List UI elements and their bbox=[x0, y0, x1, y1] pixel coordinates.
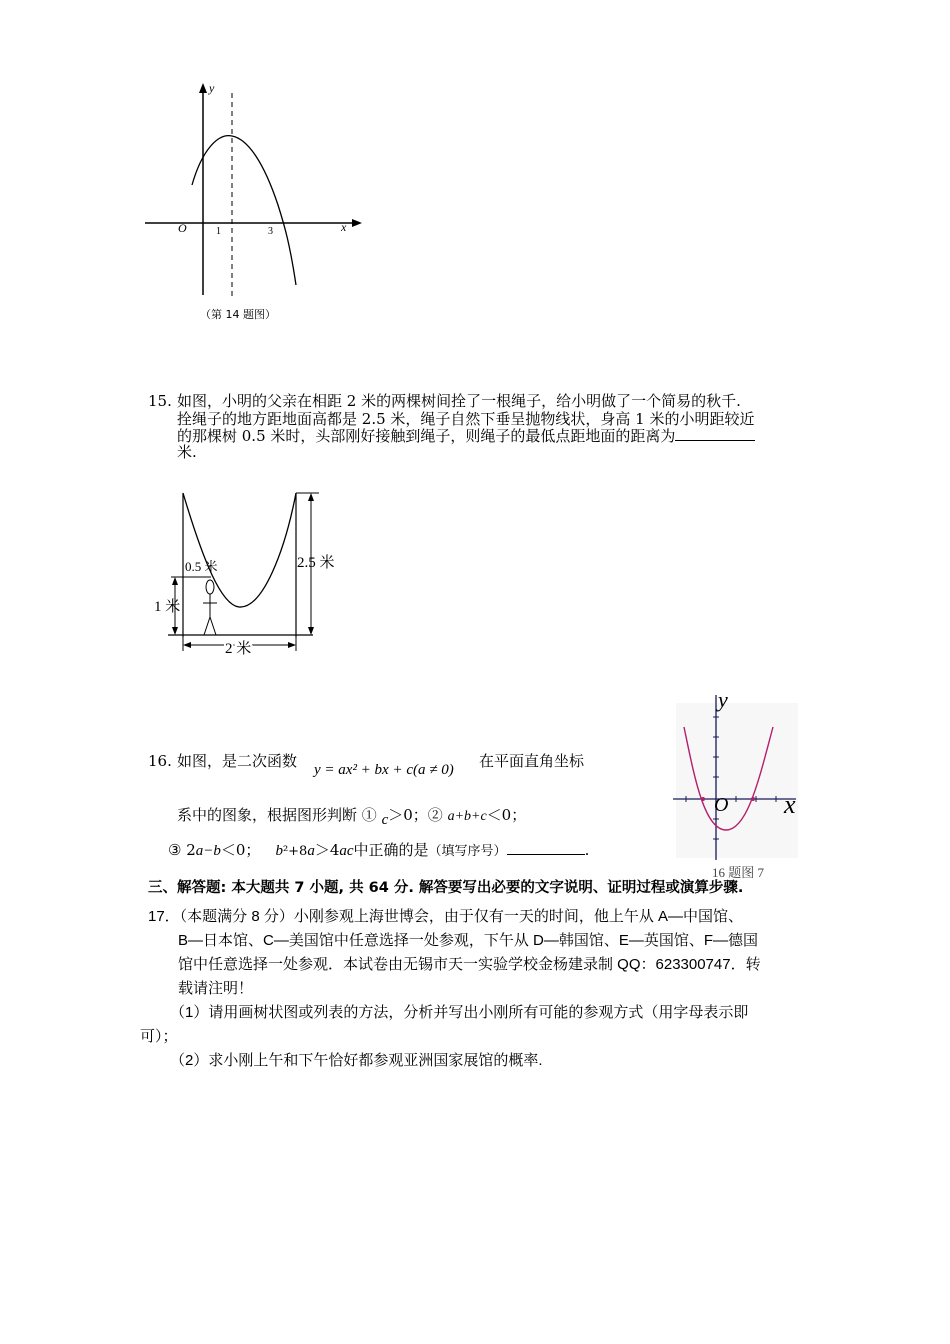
q17-part-2: （2）求小刚上午和下午恰好都参观亚洲国家展馆的概率. bbox=[170, 1052, 543, 1069]
fig15-boy bbox=[203, 580, 217, 635]
q16-minus-b: −b bbox=[203, 843, 221, 859]
fig14-label-x: x bbox=[341, 220, 347, 234]
q16-line-2 bbox=[177, 805, 526, 827]
fig15-rope bbox=[183, 493, 296, 607]
q16-sq-expr: ²+8 bbox=[282, 844, 308, 859]
fig14-caption: （第 14 题图） bbox=[200, 308, 276, 321]
fig14-y-arrow bbox=[199, 83, 207, 93]
q16-a2: a bbox=[195, 843, 204, 859]
figure-14 bbox=[140, 75, 370, 300]
q16-line-3 bbox=[168, 840, 589, 862]
q17-line-1: 17．（本题满分 8 分）小刚参观上海世博会，由于仅有一天的时间，他上午从 A—中国馆、 bbox=[148, 908, 744, 925]
fig16-caption: 16 题图 7 bbox=[712, 865, 765, 880]
q17-part-1-b: 可）； bbox=[140, 1028, 178, 1045]
q16-b2: b bbox=[275, 843, 283, 859]
fig15-label-2: 2 米 bbox=[225, 641, 252, 657]
q16-line-1-a: 如图，是二次函数 bbox=[177, 752, 298, 770]
q17-line-3: 馆中任意选择一处参观．本试卷由无锡市天一实验学校金杨建录制 QQ：623300747．转 bbox=[178, 956, 761, 973]
q16-gt4: ＞4 bbox=[314, 841, 340, 859]
fig14-x-arrow bbox=[352, 219, 362, 227]
q16-line-2-a: 系中的图象，根据图形判断 ① bbox=[177, 806, 377, 824]
fig15-label-1: 1 米 bbox=[154, 599, 181, 615]
q15-answer-blank[interactable] bbox=[675, 426, 755, 441]
q17-part-1-a: （1）请用画树状图或列表的方法，分析并写出小刚所有可能的参观方式（用字母表示即 bbox=[170, 1004, 749, 1021]
figure-15 bbox=[154, 465, 348, 660]
fig16-label-y: y bbox=[718, 687, 728, 712]
q16-period: . bbox=[584, 841, 590, 859]
fig16-label-x: x bbox=[784, 790, 796, 819]
fig14-tick-1: 1 bbox=[216, 226, 221, 237]
q15-line-1: 如图，小明的父亲在相距 2 米的两棵树间拴了一根绳子，给小明做了一个简易的秋千. bbox=[177, 392, 741, 410]
q15-line-3 bbox=[177, 426, 755, 446]
q17-line-2: B—日本馆、C—美国馆中任意选择一处参观，下午从 D—韩国馆、E—英国馆、F—德国 bbox=[178, 932, 759, 949]
fig15-label-25: 2.5 米 bbox=[297, 555, 335, 571]
fig14-tick-3: 3 bbox=[268, 226, 273, 237]
q16-answer-blank[interactable] bbox=[507, 840, 585, 855]
q17-block bbox=[140, 905, 761, 1073]
fig15-label-05: 0.5 米 bbox=[185, 559, 218, 574]
q15-line-3-text: 的那棵树 0.5 米时，头部刚好接触到绳子，则绳子的最低点距地面的距离为 bbox=[177, 427, 676, 445]
fig14-label-y: y bbox=[209, 81, 215, 95]
q15-line-2: 拴绳子的地方距地面高都是 2.5 米，绳子自然下垂呈抛物线状，身高 1 米的小明距较近 bbox=[177, 410, 755, 428]
q16-hint: （填写序号） bbox=[428, 844, 507, 859]
q16-lt0: ＜0； bbox=[486, 806, 527, 824]
q16-abc: a+b+c bbox=[447, 809, 487, 824]
q16-c1: c bbox=[381, 812, 389, 828]
q15-line-4: 米. bbox=[177, 443, 197, 461]
fig14-label-origin: O bbox=[178, 221, 187, 235]
fig16-label-o: O bbox=[714, 794, 729, 816]
q17-line-4: 载请注明！ bbox=[178, 980, 254, 997]
fig14-parabola bbox=[192, 136, 296, 285]
q16-lt0b: ＜0； bbox=[220, 841, 261, 859]
q16-tail: 中正确的是 bbox=[353, 841, 429, 859]
section-3-heading: 三、解答题: 本大题共 7 小题, 共 64 分. 解答要写出必要的文字说明、证明过程或演算步骤. bbox=[148, 880, 744, 896]
q16-line-3-a: ③ 2 bbox=[168, 841, 196, 859]
q16-formula: y = ax² + bx + c(a ≠ 0) bbox=[314, 762, 454, 778]
q15-number: 15. bbox=[148, 392, 172, 410]
q16-a3: a bbox=[307, 843, 315, 859]
q16-number: 16. bbox=[148, 752, 172, 770]
q16-ac: ac bbox=[339, 843, 354, 859]
q16-gt0: ＞0；② bbox=[388, 806, 443, 824]
figure-16 bbox=[668, 685, 808, 885]
q16-line-1-b: 在平面直角坐标 bbox=[479, 752, 585, 770]
